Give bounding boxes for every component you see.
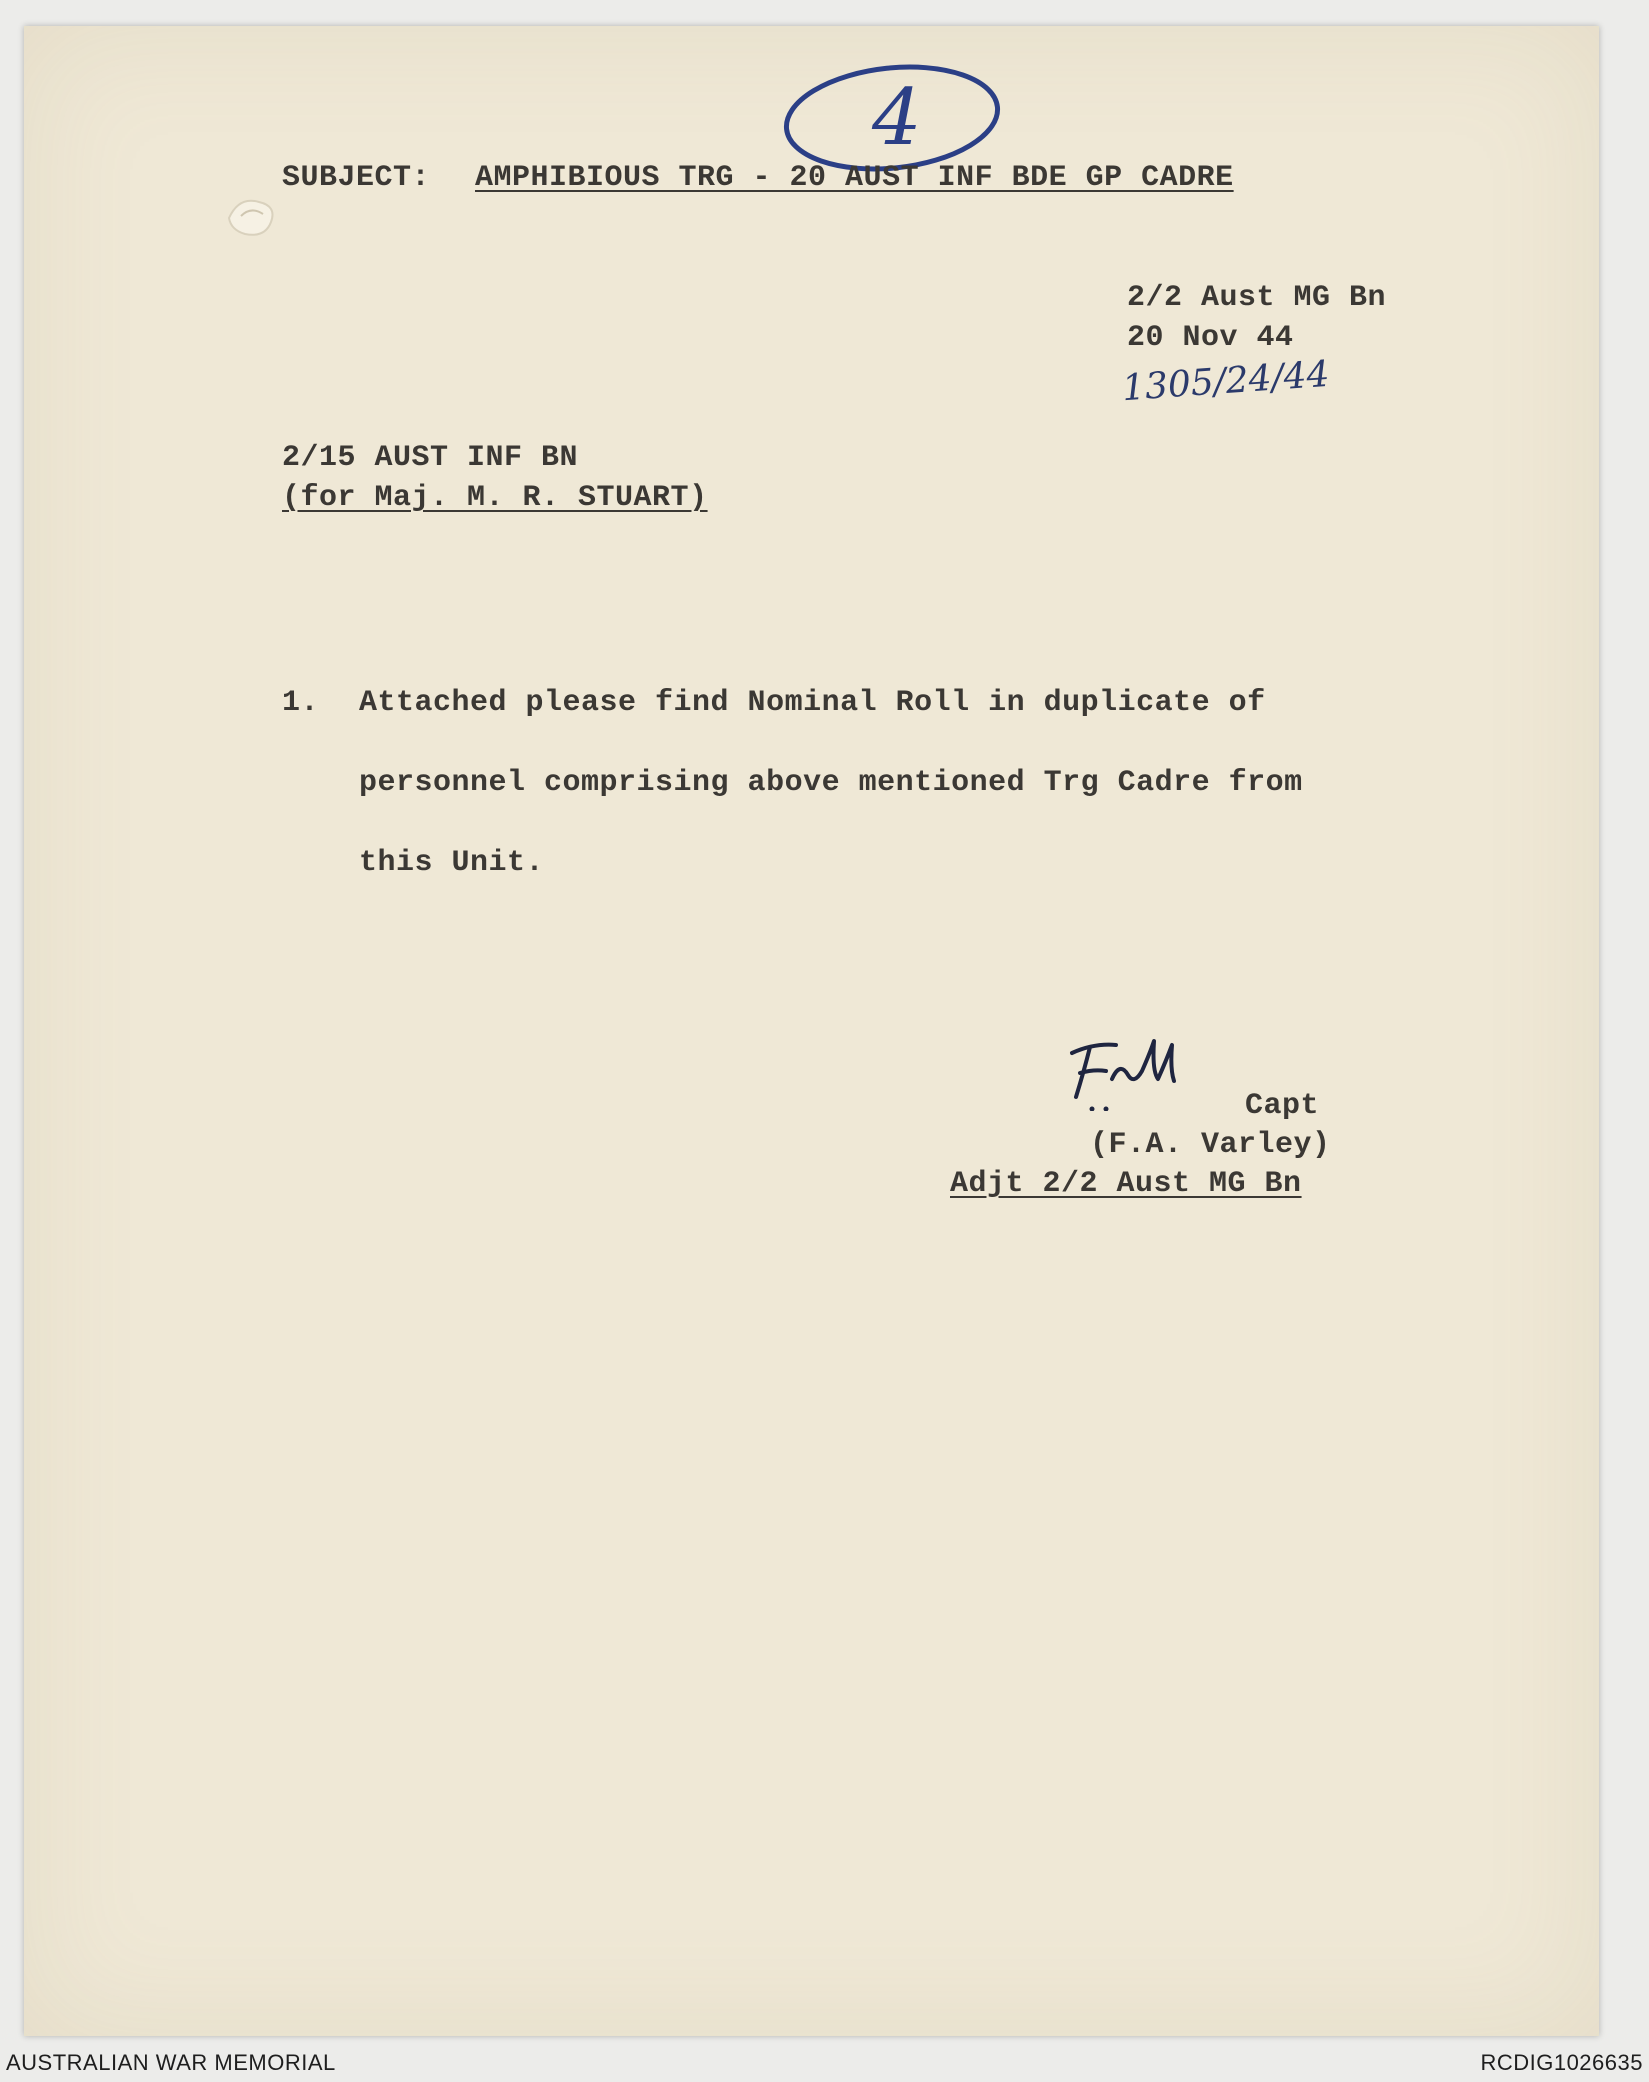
signatory-name: (F.A. Varley) bbox=[1090, 1128, 1331, 1162]
embossed-stamp-mark bbox=[219, 188, 289, 248]
document-page bbox=[24, 26, 1599, 2036]
body-line-2: personnel comprising above mentioned Trg Cadre from bbox=[359, 766, 1303, 800]
subject-title: AMPHIBIOUS TRG - 20 AUST INF BDE GP CADRE bbox=[475, 161, 1234, 195]
handwritten-signature bbox=[1054, 1031, 1234, 1111]
folio-number: 4 bbox=[872, 73, 922, 163]
subject-label: SUBJECT: bbox=[282, 161, 431, 195]
body-line-1: Attached please find Nominal Roll in duplicate of bbox=[359, 686, 1266, 720]
body-line-3: this Unit. bbox=[359, 846, 545, 880]
addressee-attention: (for Maj. M. R. STUART) bbox=[282, 481, 708, 515]
footer-institution: AUSTRALIAN WAR MEMORIAL bbox=[6, 2050, 336, 2075]
signatory-rank: Capt bbox=[1245, 1089, 1320, 1123]
footer-record-id: RCDIG1026635 bbox=[1480, 2050, 1643, 2075]
paragraph-number: 1. bbox=[282, 686, 320, 720]
sender-date: 20 Nov 44 bbox=[1127, 321, 1294, 355]
reference-number: 1305/24/44 bbox=[1120, 353, 1331, 410]
signatory-appointment: Adjt 2/2 Aust MG Bn bbox=[950, 1167, 1302, 1201]
addressee-unit: 2/15 AUST INF BN bbox=[282, 441, 579, 475]
folio-number-circle bbox=[774, 56, 1014, 176]
sender-unit: 2/2 Aust MG Bn bbox=[1127, 281, 1387, 315]
